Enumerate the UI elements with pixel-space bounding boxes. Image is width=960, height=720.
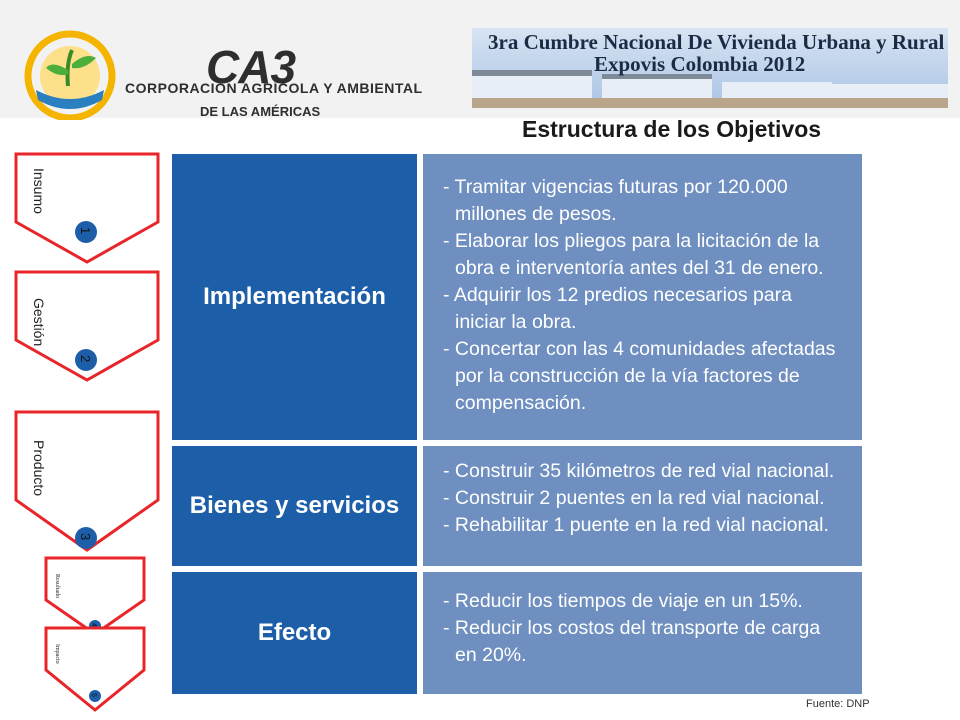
content-line: - Concertar con las 4 comunidades afectadas (443, 338, 836, 360)
content-line: en 20%. (455, 644, 527, 666)
step-label: Resultado (54, 574, 60, 598)
content-line: obra e interventoría antes del 31 de enero. (455, 257, 824, 279)
row-heading-implementacion: Implementación (172, 154, 417, 440)
row-heading-efecto: Efecto (172, 572, 417, 694)
row-content-implementacion (423, 154, 862, 440)
step-resultado (46, 558, 144, 634)
step-producto (16, 412, 158, 550)
content-line: - Construir 35 kilómetros de red vial nacional. (443, 460, 835, 482)
content-line: - Reducir los tiempos de viaje en un 15%. (443, 590, 803, 612)
step-number: 1 (78, 227, 93, 235)
row-content-bienes-servicios (423, 446, 862, 566)
step-label: Producto (31, 440, 47, 497)
step-gestion (16, 272, 158, 380)
content-line: por la construcción de la vía factores de (455, 365, 800, 387)
org-name-line2: DE LAS AMÉRICAS (200, 104, 321, 119)
objectives-table (172, 154, 862, 694)
event-banner (472, 28, 948, 108)
step-impacto (46, 628, 144, 710)
content-line: - Adquirir los 12 predios necesarios para (443, 284, 793, 306)
content-line: - Construir 2 puentes en la red vial nacional. (443, 487, 825, 509)
content-line: - Tramitar vigencias futuras por 120.000 (443, 176, 788, 198)
content-line: compensación. (455, 392, 587, 414)
content-line: millones de pesos. (455, 203, 617, 225)
source-note: Fuente: DNP (806, 698, 870, 710)
row-heading-bienes-servicios: Bienes y servicios (172, 446, 417, 566)
banner-subtitle: Expovis Colombia 2012 (594, 52, 806, 76)
ca3-logo-text: CA3 (206, 41, 296, 93)
corporation-logo-icon (22, 28, 118, 120)
content-line: iniciar la obra. (455, 311, 577, 333)
step-number: 5 (90, 693, 97, 697)
org-name-line1: CORPORACIÓN AGRÍCOLA Y AMBIENTAL (125, 80, 423, 96)
page-title: Estructura de los Objetivos (522, 116, 822, 142)
content-line: - Rehabilitar 1 puente en la red vial nacional. (443, 514, 829, 536)
row-content-efecto (423, 572, 862, 694)
content-line: - Reducir los costos del transporte de carga (443, 617, 821, 639)
step-insumo (16, 154, 158, 262)
step-label: Insumo (31, 168, 47, 214)
content-line: - Elaborar los pliegos para la licitación de la (443, 230, 820, 252)
step-number: 4 (90, 623, 97, 627)
banner-title: 3ra Cumbre Nacional De Vivienda Urbana y Rural (488, 30, 945, 54)
step-number: 2 (78, 355, 93, 363)
objective-steps (12, 150, 167, 715)
step-label: Gestión (31, 298, 47, 347)
step-label: Impacto (54, 644, 60, 664)
step-number: 3 (78, 533, 93, 541)
